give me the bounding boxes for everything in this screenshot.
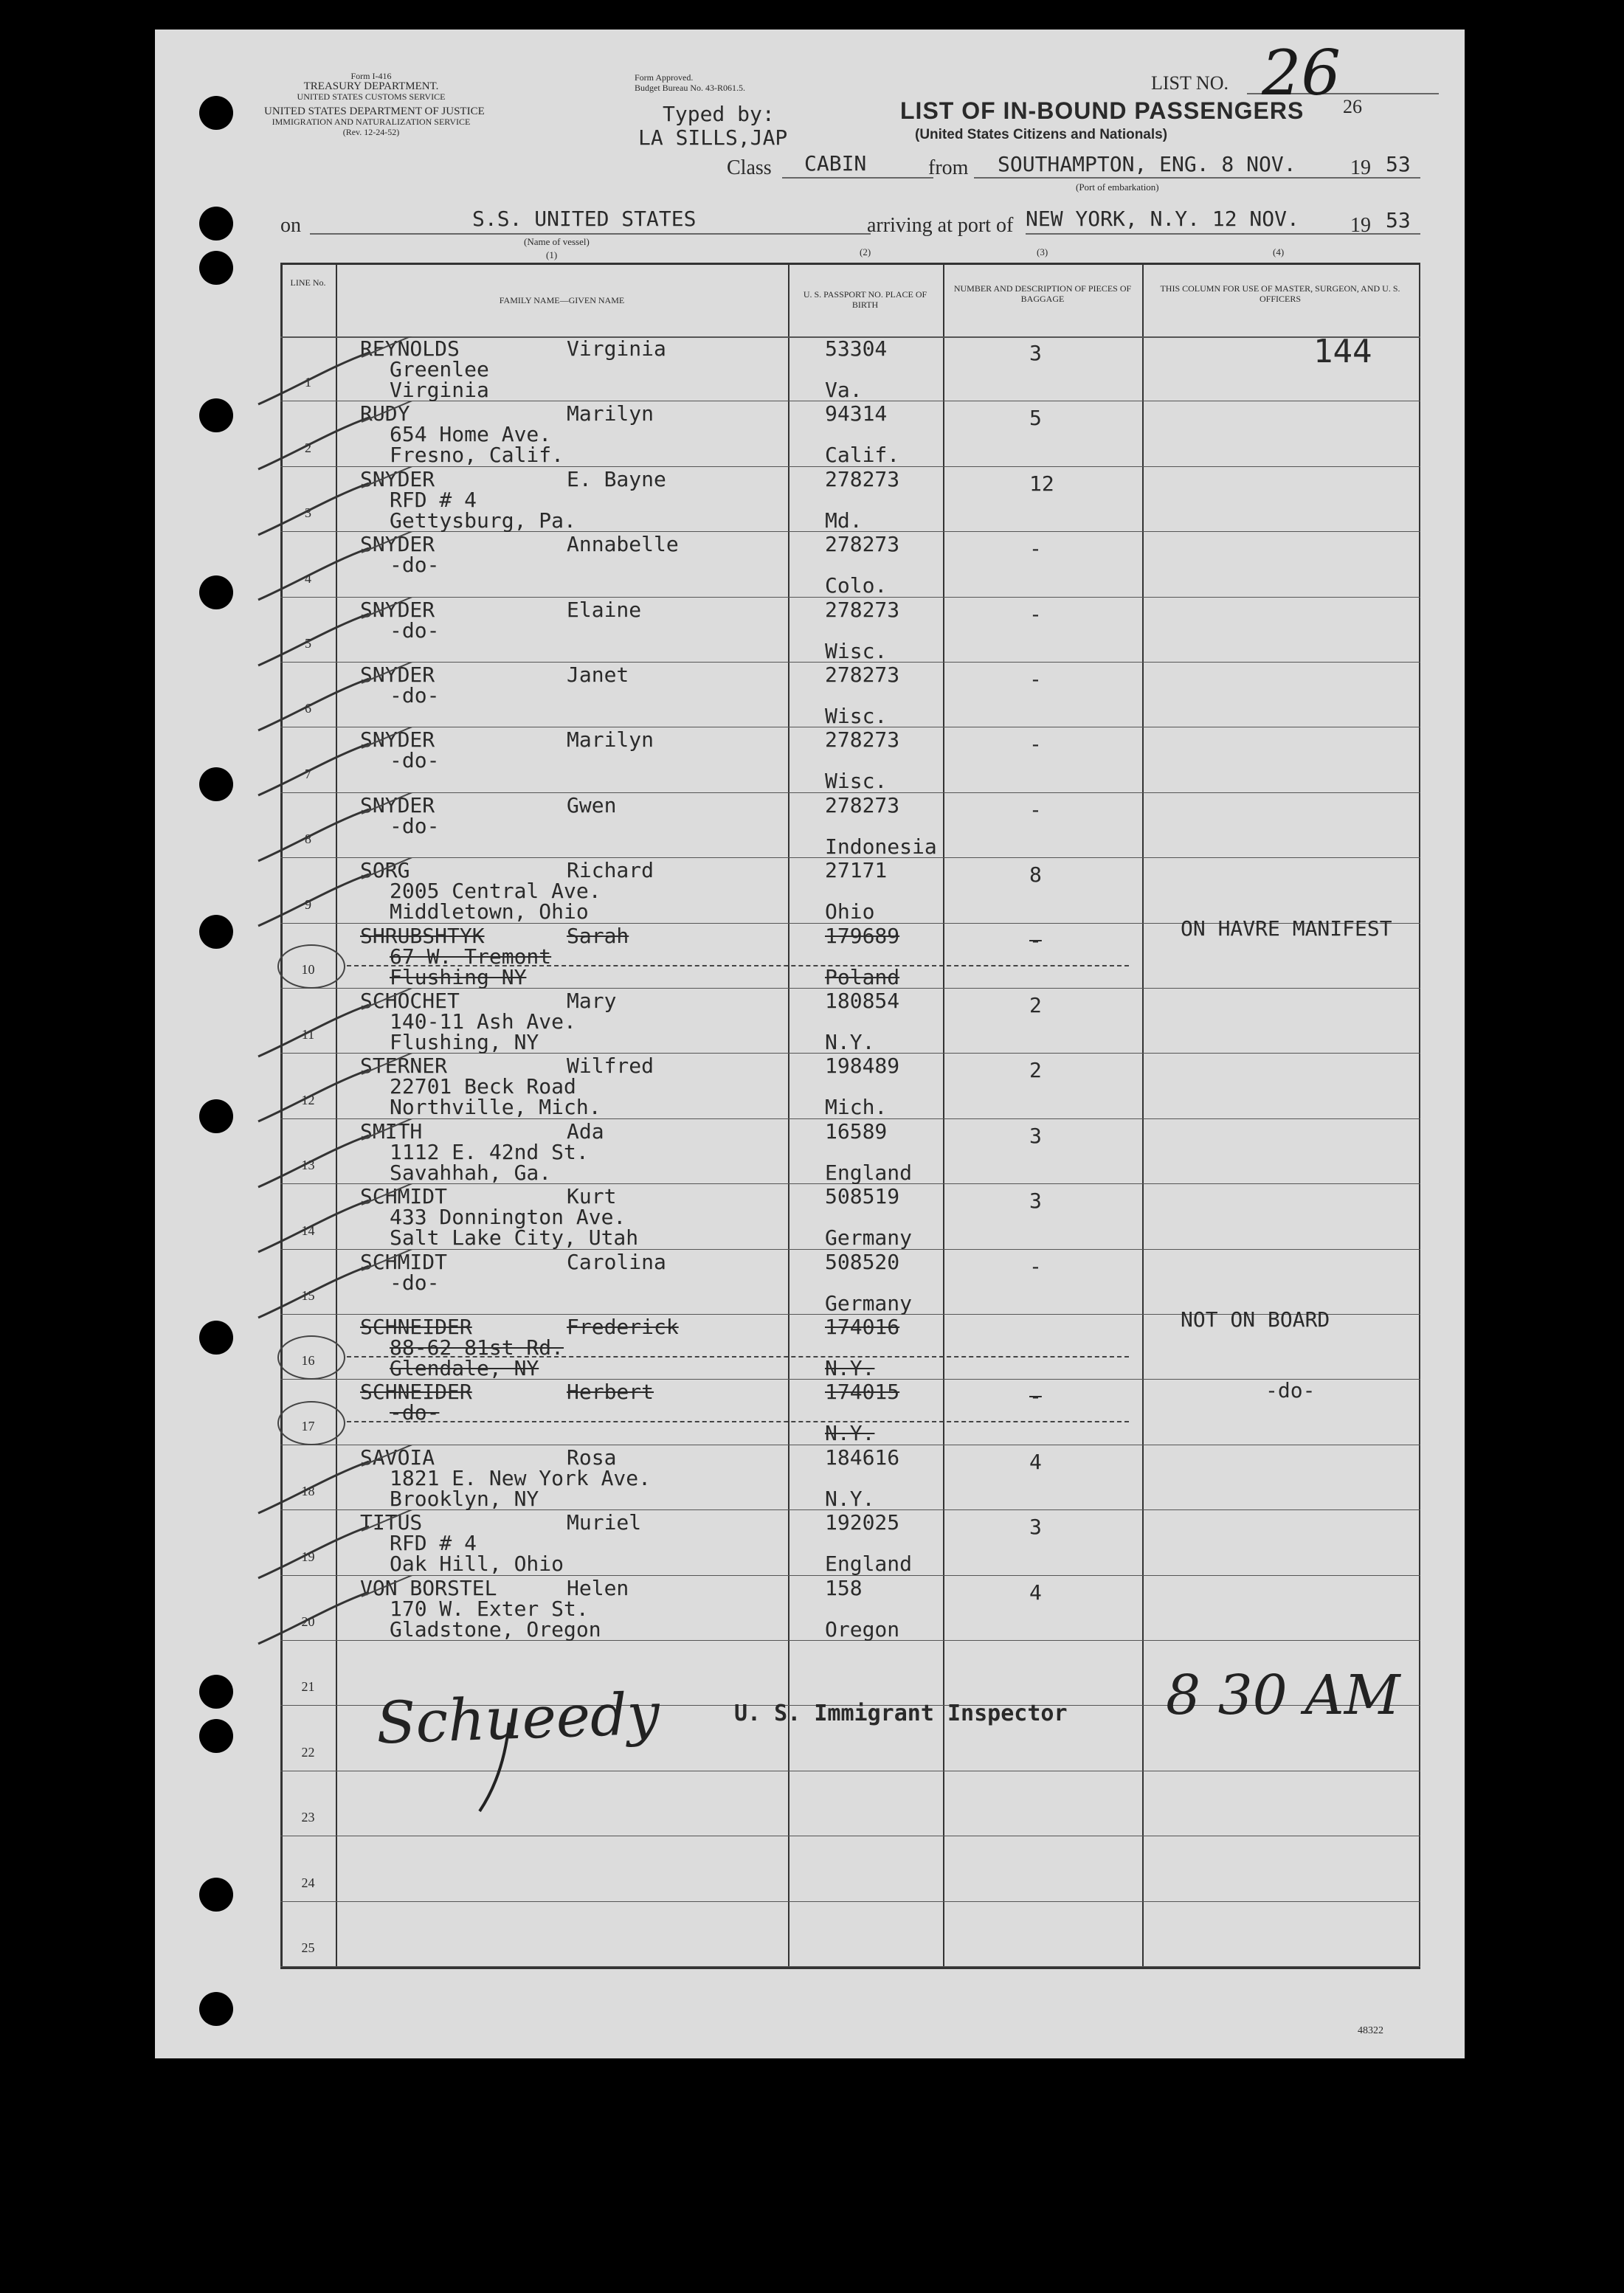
form-id-block [264,71,485,137]
on-label: on [280,214,301,237]
address-line-2: Oak Hill, Ohio [390,1552,564,1577]
family-name: SMITH [360,1118,423,1144]
col-num-2: (2) [860,246,871,257]
table-row [280,916,1420,989]
address-line-2: Flushing NY [390,964,527,989]
line-number: 24 [301,1875,315,1890]
punch-hole [199,207,233,241]
address-line-1: 170 W. Exter St. [390,1596,589,1621]
passport-number: 174016 [825,1315,900,1339]
baggage-count: - [1029,927,1042,952]
form-id-line: UNITED STATES DEPARTMENT OF JUSTICE [264,106,485,117]
passport-number: 198489 [825,1054,900,1079]
place-of-birth: Oregon [825,1616,900,1642]
remark: 144 [1313,333,1372,370]
line-number: 6 [305,701,311,716]
table-row [280,401,1420,466]
typed-by-label: Typed by: [663,102,775,126]
line-number: 2 [305,440,311,455]
address-line-2: Flushing, NY [390,1030,539,1054]
approval-line: Budget Bureau No. 43-R061.5. [635,83,745,93]
from-label: from [928,156,969,179]
address-line-1: RFD # 4 [390,1531,477,1556]
from-year: 53 [1386,152,1411,176]
table-row [280,793,1420,858]
inspector-signature: Schueedy [375,1681,661,1757]
line-circle-mark [277,944,345,989]
arriving-label: arriving at port of [867,214,1014,237]
address-line-1: -do- [390,1270,440,1295]
place-of-birth: N.Y. [825,1486,875,1511]
line-number: 20 [301,1614,315,1629]
baggage-count: 3 [1029,1515,1042,1540]
given-name: Mary [567,989,617,1013]
manifest-title: LIST OF IN-BOUND PASSENGERS [900,97,1305,124]
place-of-birth: Wisc. [825,704,888,728]
table-row [280,858,1420,923]
line-number: 10 [301,961,315,977]
passport-number: 278273 [825,792,900,817]
place-of-birth: Calif. [825,443,900,468]
table-row [280,1184,1420,1249]
table-row [280,598,1420,663]
port-caption: (Port of embarkation) [1076,181,1159,193]
passport-number: 27171 [825,858,888,883]
approval-block [635,72,745,93]
address-line-1: -do- [390,683,440,708]
given-name: Sarah [567,923,629,948]
passport-number: 278273 [825,663,900,687]
passport-number: 184616 [825,1445,900,1470]
baggage-count: - [1029,667,1042,691]
arriving-year: 53 [1386,208,1411,232]
approval-line: Form Approved. [635,72,694,83]
manifest-page [155,30,1465,2058]
line-number: 14 [301,1222,315,1238]
place-of-birth: Mich. [825,1095,888,1120]
place-of-birth: Wisc. [825,638,888,663]
address-line-1: RFD # 4 [390,487,477,512]
punch-hole [199,96,233,130]
family-name: SHRUBSHTYK [360,923,485,948]
line-number: 9 [305,896,311,912]
punch-hole [199,1099,233,1133]
arrival-time-note: 8 30 AM [1166,1664,1400,1727]
family-name: SCHMIDT [360,1184,448,1209]
address-line-2: Gettysburg, Pa. [390,508,576,533]
passport-number: 508520 [825,1249,900,1274]
family-name: SNYDER [360,727,435,753]
family-name: SNYDER [360,663,435,687]
table-row [280,1380,1420,1445]
col-header-name: FAMILY NAME—GIVEN NAME [499,295,625,305]
given-name: Herbert [567,1380,654,1405]
family-name: SCHNEIDER [360,1315,472,1339]
address-line-1: -do- [390,553,440,578]
place-of-birth: Ohio [825,899,875,924]
family-name: SNYDER [360,597,435,622]
form-id-line: (Rev. 12-24-52) [342,127,400,137]
family-name: VON BORSTEL [360,1575,497,1600]
given-name: Carolina [567,1249,666,1274]
address-line-1: Greenlee [390,357,489,381]
given-name: Helen [567,1575,629,1600]
line-number: 16 [301,1353,315,1369]
baggage-count: 3 [1029,341,1042,365]
address-line-1: 67 W. Tremont [390,944,552,969]
passport-number: 16589 [825,1118,888,1144]
table-row [280,1054,1420,1118]
passport-number: 179689 [825,923,900,948]
place-of-birth: England [825,1552,913,1577]
list-no-typed: 26 [1343,96,1362,117]
col-header-line: LINE No. [290,277,326,288]
vessel-caption: (Name of vessel) [524,236,590,247]
passport-number: 192025 [825,1510,900,1535]
given-name: Gwen [567,792,617,817]
address-line-1: 2005 Central Ave. [390,879,601,904]
address-line-1: 1112 E. 42nd St. [390,1139,589,1164]
table-row [280,1836,1420,1901]
line-number: 13 [301,1158,315,1173]
line-circle-mark [277,1401,345,1445]
family-name: REYNOLDS [360,336,460,361]
given-name: Annabelle [567,532,679,557]
given-name: Richard [567,858,654,883]
given-name: Marilyn [567,727,654,753]
line-number: 22 [301,1744,315,1760]
place-of-birth: Colo. [825,573,888,598]
passport-number: 94314 [825,401,888,426]
remark: -do- [1265,1378,1316,1403]
passport-number: 278273 [825,466,900,491]
passport-number: 278273 [825,532,900,557]
from-year-prefix: 19 [1350,156,1371,179]
manifest-subtitle: (United States Citizens and Nationals) [915,127,1168,142]
baggage-count: 2 [1029,1058,1042,1083]
punch-hole [199,1321,233,1355]
col-header-passport: U. S. PASSPORT NO. PLACE OF BIRTH [803,289,927,310]
punch-hole [199,1992,233,2026]
arriving-value: NEW YORK, N.Y. 12 NOV. [1026,207,1299,231]
inspector-label: U. S. Immigrant Inspector [734,1701,1068,1726]
form-number: 48322 [1358,2025,1383,2036]
given-name: Wilfred [567,1054,654,1079]
punch-hole [199,1878,233,1912]
address-line-2: Fresno, Calif. [390,443,564,468]
table-row [280,1576,1420,1641]
given-name: Elaine [567,597,642,622]
line-number: 8 [305,831,311,847]
address-line-1: -do- [390,618,440,643]
line-number: 1 [305,375,311,390]
address-line-1: -do- [390,748,440,773]
baggage-count: 3 [1029,1189,1042,1214]
table-row [280,1250,1420,1315]
address-line-1: 22701 Beck Road [390,1074,576,1099]
place-of-birth: N.Y. [825,1030,875,1054]
baggage-count: - [1029,601,1042,626]
remark: ON HAVRE MANIFEST [1181,916,1392,941]
line-number: 21 [301,1679,315,1695]
family-name: SNYDER [360,792,435,817]
passport-number: 53304 [825,336,888,361]
col-num-4: (4) [1273,246,1285,257]
given-name: Virginia [567,336,666,361]
given-name: Ada [567,1118,604,1144]
place-of-birth: Wisc. [825,769,888,794]
class-value: CABIN [804,151,867,176]
line-number: 4 [305,570,311,586]
list-no-label: LIST NO. [1151,72,1229,94]
form-id-line: TREASURY DEPARTMENT. [303,80,439,92]
punch-hole [199,575,233,609]
given-name: Muriel [567,1510,642,1535]
form-id-line: UNITED STATES CUSTOMS SERVICE [297,91,446,102]
punch-hole [199,1675,233,1709]
address-line-2: Virginia [390,378,489,402]
place-of-birth: Va. [825,378,863,402]
address-line-2: Glendale, NY [390,1356,539,1380]
place-of-birth: N.Y. [825,1356,875,1380]
line-number: 12 [301,1092,315,1107]
table-row [280,1902,1420,1967]
vessel-col-num: (1) [546,249,558,260]
line-number: 3 [305,505,311,521]
line-circle-mark [277,1335,345,1380]
line-number: 23 [301,1810,315,1825]
address-line-2: Savahhah, Ga. [390,1160,552,1185]
baggage-count: 12 [1029,471,1054,496]
list-no-handwritten: 26 [1262,37,1341,109]
line-number: 5 [305,635,311,651]
baggage-count: 5 [1029,406,1042,431]
place-of-birth: N.Y. [825,1421,875,1446]
punch-hole [199,915,233,949]
given-name: Frederick [567,1315,679,1339]
place-of-birth: Poland [825,964,900,989]
form-id-line: Form I-416 [350,71,392,81]
address-line-1: 654 Home Ave. [390,422,552,447]
family-name: SCHNEIDER [360,1380,472,1405]
line-number: 11 [301,1027,315,1042]
family-name: TITUS [360,1510,423,1535]
family-name: SORG [360,858,410,883]
address-line-1: 140-11 Ash Ave. [390,1009,576,1034]
table-row [280,989,1420,1054]
line-number: 18 [301,1484,315,1499]
line-number: 17 [301,1418,315,1433]
place-of-birth: England [825,1160,913,1185]
address-line-1: -do- [390,813,440,838]
table-row [280,1119,1420,1184]
family-name: SCHOCHET [360,989,460,1013]
address-line-2: Gladstone, Oregon [390,1616,601,1642]
from-value: SOUTHAMPTON, ENG. 8 NOV. [998,152,1296,176]
family-name: STERNER [360,1054,448,1079]
passport-number: 278273 [825,727,900,753]
family-name: SAVOIA [360,1445,435,1470]
col-num-3: (3) [1037,246,1048,257]
place-of-birth: Germany [825,1225,913,1251]
passport-number: 158 [825,1575,863,1600]
address-line-2: Salt Lake City, Utah [390,1225,639,1251]
given-name: E. Bayne [567,466,666,491]
place-of-birth: Germany [825,1290,913,1315]
table-row [280,663,1420,727]
table-row [280,1307,1420,1380]
table-row [280,467,1420,532]
family-name: RUDY [360,401,410,426]
given-name: Rosa [567,1445,617,1470]
address-line-1: 433 Donnington Ave. [390,1205,626,1230]
baggage-count: 2 [1029,993,1042,1017]
punch-hole [199,767,233,801]
table-row [280,333,1420,402]
baggage-count: - [1029,1384,1042,1409]
place-of-birth: Md. [825,508,863,533]
form-id-line: IMMIGRATION AND NATURALIZATION SERVICE [272,117,471,127]
typed-by-value: LA SILLS,JAP [638,125,788,150]
family-name: SNYDER [360,532,435,557]
baggage-count: 4 [1029,1580,1042,1605]
baggage-count: 4 [1029,1449,1042,1474]
baggage-count: - [1029,732,1042,757]
line-number: 15 [301,1287,315,1303]
arriving-year-prefix: 19 [1350,214,1371,237]
given-name: Janet [567,663,629,687]
passport-number: 180854 [825,989,900,1013]
baggage-count: 8 [1029,862,1042,888]
table-row [280,1510,1420,1575]
remark: NOT ON BOARD [1181,1307,1330,1332]
place-of-birth: Indonesia [825,834,937,859]
vessel-name: S.S. UNITED STATES [472,207,697,231]
baggage-count: - [1029,536,1042,561]
address-line-1: 1821 E. New York Ave. [390,1465,652,1490]
line-number: 7 [305,766,311,781]
given-name: Kurt [567,1184,617,1209]
punch-hole [199,251,233,285]
passport-number: 278273 [825,597,900,622]
baggage-count: 3 [1029,1123,1042,1148]
punch-hole [199,398,233,432]
class-label: Class [727,156,772,179]
passport-number: 174015 [825,1380,900,1405]
table-row [280,727,1420,792]
punch-hole [199,1719,233,1753]
table-row [280,532,1420,597]
family-name: SNYDER [360,466,435,491]
address-line-2: Northville, Mich. [390,1095,601,1120]
signature-flourish [465,1715,524,1819]
address-line-1: -do- [390,1400,440,1425]
table-row [280,1445,1420,1510]
address-line-1: 88-62 81st Rd. [390,1335,564,1360]
address-line-2: Middletown, Ohio [390,899,589,924]
baggage-count: - [1029,797,1042,822]
baggage-count: - [1029,1253,1042,1279]
address-line-2: Brooklyn, NY [390,1486,539,1511]
line-number: 19 [301,1549,315,1564]
col-header-officers: THIS COLUMN FOR USE OF MASTER, SURGEON, AND U. S. OFFICERS [1160,283,1400,304]
family-name: SCHMIDT [360,1249,448,1274]
col-header-baggage: NUMBER AND DESCRIPTION OF PIECES OF BAGGAGE [953,283,1132,304]
table-row [280,1771,1420,1836]
passport-number: 508519 [825,1184,900,1209]
given-name: Marilyn [567,401,654,426]
line-number: 25 [301,1940,315,1955]
